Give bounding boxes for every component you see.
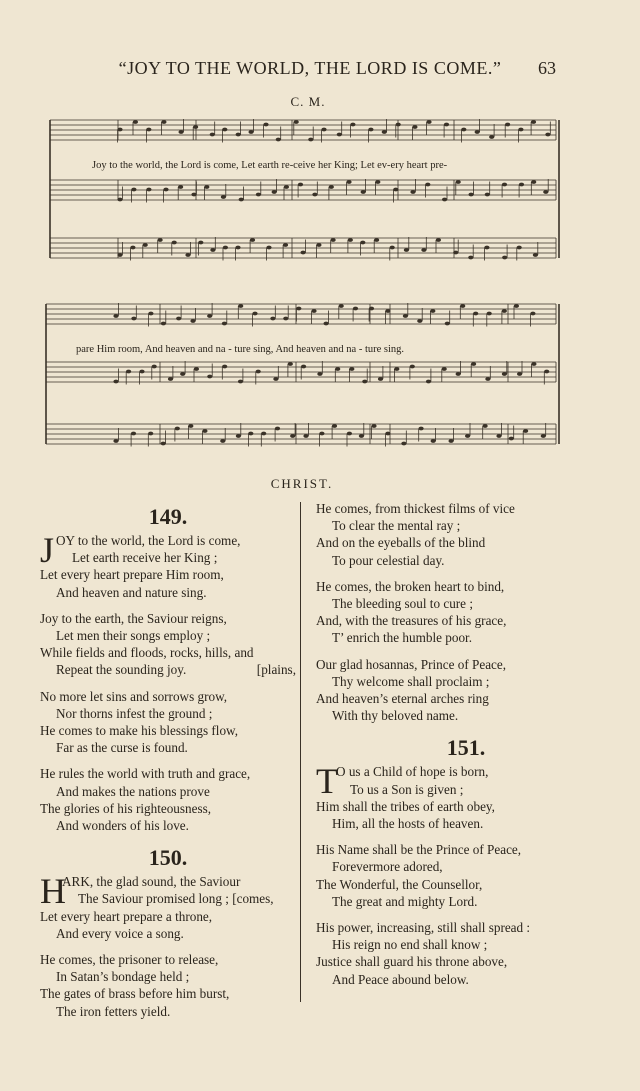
note-head [350,123,355,127]
note-head [348,238,353,242]
note-head [222,365,227,369]
note-head [502,309,507,313]
hymn-stanza [316,841,616,910]
note-head [339,304,344,308]
hymn-stanza [40,873,296,942]
hymn-line: Let every heart prepare a throne, [40,908,213,924]
note-head [202,429,207,433]
hymn-number: 151. [446,735,486,761]
hymn-line: Let men their songs employ ; [56,628,211,644]
hymn-line: To pour celestial day. [332,552,445,568]
note-head [238,304,243,308]
note-head [396,123,401,127]
note-head [517,372,522,376]
note-head [261,432,266,436]
note-head [531,180,536,184]
note-head [514,304,519,308]
note-head [252,312,257,316]
note-head [442,198,447,202]
note-head [308,138,313,142]
note-head [191,193,196,197]
note-head [139,370,144,374]
note-head [290,434,295,438]
note-head [193,125,198,129]
note-head [126,370,131,374]
hymn-line: Far as the curse is found. [56,740,188,756]
note-head [152,365,157,369]
note-head [485,377,490,381]
hymn-line: And wonders of his love. [56,818,189,834]
hymn-line: And every voice a song. [56,925,184,941]
note-head [533,253,538,257]
note-head [485,193,490,197]
hymn-line: Thy welcome shall proclaim ; [332,673,490,689]
hymn-line: In Satan’s bondage held ; [56,969,190,985]
note-head [360,241,365,245]
hymn-stanza [316,578,616,647]
note-head [284,185,289,189]
note-head [248,432,253,436]
column-divider [300,502,301,1002]
note-head [456,372,461,376]
hymn-line: His reign no end shall know ; [332,937,488,953]
hymn-line: And, with the treasures of his grace, [316,613,507,629]
note-head [332,424,337,428]
note-head [378,377,383,381]
note-head [502,372,507,376]
note-head [331,238,336,242]
note-head [270,317,275,321]
hymn-line: The iron fetters yield. [56,1003,171,1019]
note-head [131,188,136,192]
note-head [236,434,241,438]
hymn-line: He comes, the broken heart to bind, [316,578,505,594]
hymn-line: Forevermore adored, [332,859,443,875]
note-head [487,312,492,316]
hymn-line: The great and mighty Lord. [332,893,478,909]
note-head [412,125,417,129]
note-head [204,185,209,189]
note-head [362,380,367,384]
note-head [168,377,173,381]
note-head [502,183,507,187]
hymn-line: And makes the nations prove [56,783,210,799]
hymn-line: He comes, from thickest films of vice [316,501,515,516]
note-head [317,372,322,376]
note-head [531,362,536,366]
note-head [161,442,166,446]
note-head [236,133,241,137]
note-head [272,190,277,194]
note-head [239,198,244,202]
note-head [523,429,528,433]
note-head [445,322,450,326]
note-head [223,246,228,250]
note-head [531,120,536,124]
music-score [0,0,640,470]
note-head [238,380,243,384]
hymn-stanza [40,532,296,601]
note-head [401,442,406,446]
lyrics-line-1: Joy to the world, the Lord is come, Let earth re-ceive her King; Let ev-ery heart pre- [92,160,448,171]
hymn-line: Let earth receive her King ; [72,550,218,566]
note-head [207,314,212,318]
note-head [190,319,195,323]
note-head [207,375,212,379]
note-head [329,185,334,189]
note-head [374,238,379,242]
note-head [249,130,254,134]
note-head [347,432,352,436]
note-head [382,130,387,134]
hymn-line: He rules the world with truth and grace, [40,766,251,782]
note-head [176,317,181,321]
note-head [321,128,326,132]
note-head [368,128,373,132]
hymn-line: Him, all the hosts of heaven. [332,816,484,832]
note-head [117,198,122,202]
note-head [385,432,390,436]
note-head [543,190,548,194]
hymn-line: And on the eyeballs of the blind [316,535,486,551]
lyrics-line-2: pare Him room, And heaven and na - ture sing, And heaven and na - ture sing. [76,344,405,355]
drop-cap: J [40,530,55,570]
note-head [489,135,494,139]
note-head [442,367,447,371]
hymn-number: 150. [148,845,188,871]
note-head [194,367,199,371]
note-head [541,434,546,438]
hymn-line [40,661,296,678]
hymn-line: To us a Son is given ; [350,781,464,797]
note-head [385,309,390,313]
note-head [294,120,299,124]
hymn-stanza [316,763,616,832]
note-head [222,322,227,326]
note-head [456,180,461,184]
note-head [417,319,422,323]
note-head [266,246,271,250]
hymn-line: The glories of his righteousness, [40,800,212,816]
hymn-stanza [316,500,616,569]
note-head [185,253,190,257]
note-head [319,432,324,436]
note-head [179,130,184,134]
note-head [346,180,351,184]
running-title: “JOY TO THE WORLD, THE LORD IS COME.” [118,58,502,78]
note-head [544,370,549,374]
note-head [545,133,550,137]
column-right [316,500,616,997]
note-head [133,120,138,124]
note-head [210,133,215,137]
note-head [337,133,342,137]
note-head [256,193,261,197]
note-head [421,248,426,252]
note-head [131,432,136,436]
note-head [371,424,376,428]
note-head [426,380,431,384]
hymn-line: The Wonderful, the Counsellor, [316,876,483,892]
note-head [158,238,163,242]
note-head [390,246,395,250]
note-head [484,246,489,250]
tune-meter: C. M. [290,94,326,109]
note-head [509,437,514,441]
note-head [404,248,409,252]
note-head [410,190,415,194]
hymn-line: O us a Child of hope is born, [336,764,489,780]
note-head [146,188,151,192]
note-head [148,312,153,316]
drop-cap: H [40,871,66,912]
note-head [460,304,465,308]
hymn-line: Joy to the earth, the Saviour reigns, [40,610,227,626]
hymn-stanza [316,919,616,988]
note-head [468,256,473,260]
note-head [130,246,135,250]
note-head [403,314,408,318]
note-head [461,128,466,132]
note-head [288,362,293,366]
hymn-line: ARK, the glad sound, the Saviour [62,874,241,890]
hymn-line: His power, increasing, still shall spread : [316,920,531,936]
hymn-line: And heaven’s eternal arches ring [316,691,489,707]
note-head [163,188,168,192]
note-head [175,427,180,431]
hymn-line: With thy beloved name. [332,708,459,724]
hymn-line: The bleeding soul to cure ; [332,596,473,612]
note-head [263,123,268,127]
hymn-line: Our glad hosannas, Prince of Peace, [316,656,507,672]
note-head [283,243,288,247]
note-head [161,322,166,326]
note-head [449,439,454,443]
note-head [148,432,153,436]
note-head [172,241,177,245]
hymn-line: His Name shall be the Prince of Peace, [316,842,522,858]
note-head [425,183,430,187]
note-head [222,128,227,132]
note-head [312,193,317,197]
note-head [303,434,308,438]
note-head [505,123,510,127]
note-head [369,307,374,311]
hymn-stanza [40,610,296,679]
hymn-line-text: Repeat the sounding joy. [56,662,187,678]
note-head [143,243,148,247]
note-head [180,372,185,376]
note-head [483,424,488,428]
hymn-line: He comes, the prisoner to release, [40,952,219,968]
note-head [431,439,436,443]
note-head [276,138,281,142]
note-head [359,434,364,438]
hymn-line: Him shall the tribes of earth obey, [316,798,495,814]
hymn-line: The Saviour promised long ; [comes, [78,891,274,907]
note-head [517,246,522,250]
note-head [502,256,507,260]
hymn-line: Justice shall guard his throne above, [316,954,508,970]
note-head [301,251,306,255]
note-head [518,128,523,132]
note-head [530,312,535,316]
note-head [496,434,501,438]
note-head [178,185,183,189]
hymn-line: And heaven and nature sing. [56,584,207,600]
hymn-stanza [316,656,616,725]
note-head [311,309,316,313]
note-head [475,130,480,134]
note-head [113,439,118,443]
column-left [40,500,296,1029]
note-head [117,128,122,132]
hymn-line: And Peace abound below. [332,971,469,987]
note-head [131,317,136,321]
note-head [298,183,303,187]
note-head [316,243,321,247]
hymn-line: To clear the mental ray ; [332,518,461,534]
note-head [353,307,358,311]
hymn-stanza [40,951,296,1020]
note-head [256,370,261,374]
section-heading: CHRIST. [270,476,334,491]
note-head [221,195,226,199]
note-head [393,188,398,192]
note-head [283,317,288,321]
hymn-line: No more let sins and sorrows grow, [40,688,228,704]
note-head [275,427,280,431]
hymn-line: Let every heart prepare Him room, [40,567,224,583]
hymn-number: 149. [148,504,188,529]
note-head [296,307,301,311]
note-head [117,253,122,257]
note-head [198,241,203,245]
note-head [410,365,415,369]
note-head [335,367,340,371]
note-head [361,190,366,194]
drop-cap: T [316,761,338,802]
hymn-line: The gates of brass before him burst, [40,986,230,1002]
note-head [394,367,399,371]
note-head [146,128,151,132]
note-head [453,251,458,255]
note-head [161,120,166,124]
note-head [273,377,278,381]
note-head [188,424,193,428]
note-head [375,180,380,184]
note-head [113,380,118,384]
note-head [349,367,354,371]
page-number: 63 [538,58,556,78]
note-head [301,365,306,369]
hymn-line: Nor thorns infest the ground ; [56,705,213,721]
note-head [469,193,474,197]
note-head [471,362,476,366]
note-head [473,312,478,316]
note-head [210,248,215,252]
note-head [250,238,255,242]
note-head [220,439,225,443]
note-head [519,183,524,187]
note-head [235,246,240,250]
note-head [444,123,449,127]
hymn-line: T’ enrich the humble poor. [332,630,473,646]
hymn-line-overflow: [plains, [256,662,296,678]
note-head [465,434,470,438]
hymn-line: While fields and floods, rocks, hills, and [40,645,254,661]
hymn-line: He comes to make his blessings flow, [40,723,239,739]
hymn-stanza [40,765,296,834]
hymn-stanza [40,688,296,757]
note-head [324,322,329,326]
note-head [419,427,424,431]
note-head [436,238,441,242]
hymn-line: OY to the world, the Lord is come, [56,533,241,548]
note-head [426,120,431,124]
note-head [430,309,435,313]
note-head [113,314,118,318]
